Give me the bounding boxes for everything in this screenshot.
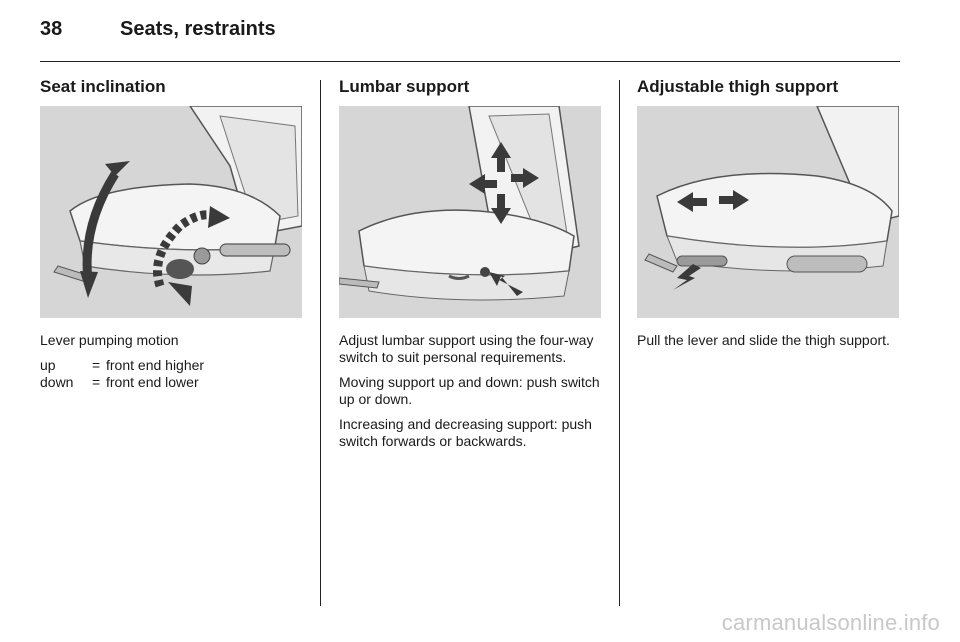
thigh-support-illustration xyxy=(637,106,899,318)
paragraph: Increasing and decreasing support: push switch forwards or backwards. xyxy=(339,416,592,449)
lumbar-support-illustration xyxy=(339,106,601,318)
section-seat-inclination xyxy=(40,76,304,390)
paragraph: Moving support up and down: push switch up or down. xyxy=(339,374,600,407)
definition-value: front end lower xyxy=(106,374,199,390)
section-thigh-support xyxy=(637,76,901,348)
section-title: Adjustable thigh support xyxy=(637,77,839,96)
definition-separator: = xyxy=(92,357,101,373)
page-number: 38 xyxy=(40,18,63,40)
section-title: Seat inclination xyxy=(40,77,166,96)
section-title: Lumbar support xyxy=(339,77,470,96)
definition-term: down xyxy=(40,374,74,390)
watermark-text: carmanualsonline.info xyxy=(721,610,940,635)
definition-separator: = xyxy=(92,374,101,390)
seat-inclination-illustration xyxy=(40,106,302,318)
paragraph: Pull the lever and slide the thigh support. xyxy=(637,332,890,348)
section-lumbar-support xyxy=(339,76,603,449)
definition-list xyxy=(40,357,304,391)
column-divider xyxy=(619,80,620,606)
paragraph: Adjust lumbar support using the four-way switch to suit personal requirements. xyxy=(339,332,594,365)
column-divider xyxy=(320,80,321,606)
definition-term: up xyxy=(40,357,56,373)
page-header-title: Seats, restraints xyxy=(120,18,276,40)
definition-value: front end higher xyxy=(106,357,205,373)
header-rule xyxy=(40,61,900,62)
seat-inclination-intro: Lever pumping motion xyxy=(40,332,179,348)
